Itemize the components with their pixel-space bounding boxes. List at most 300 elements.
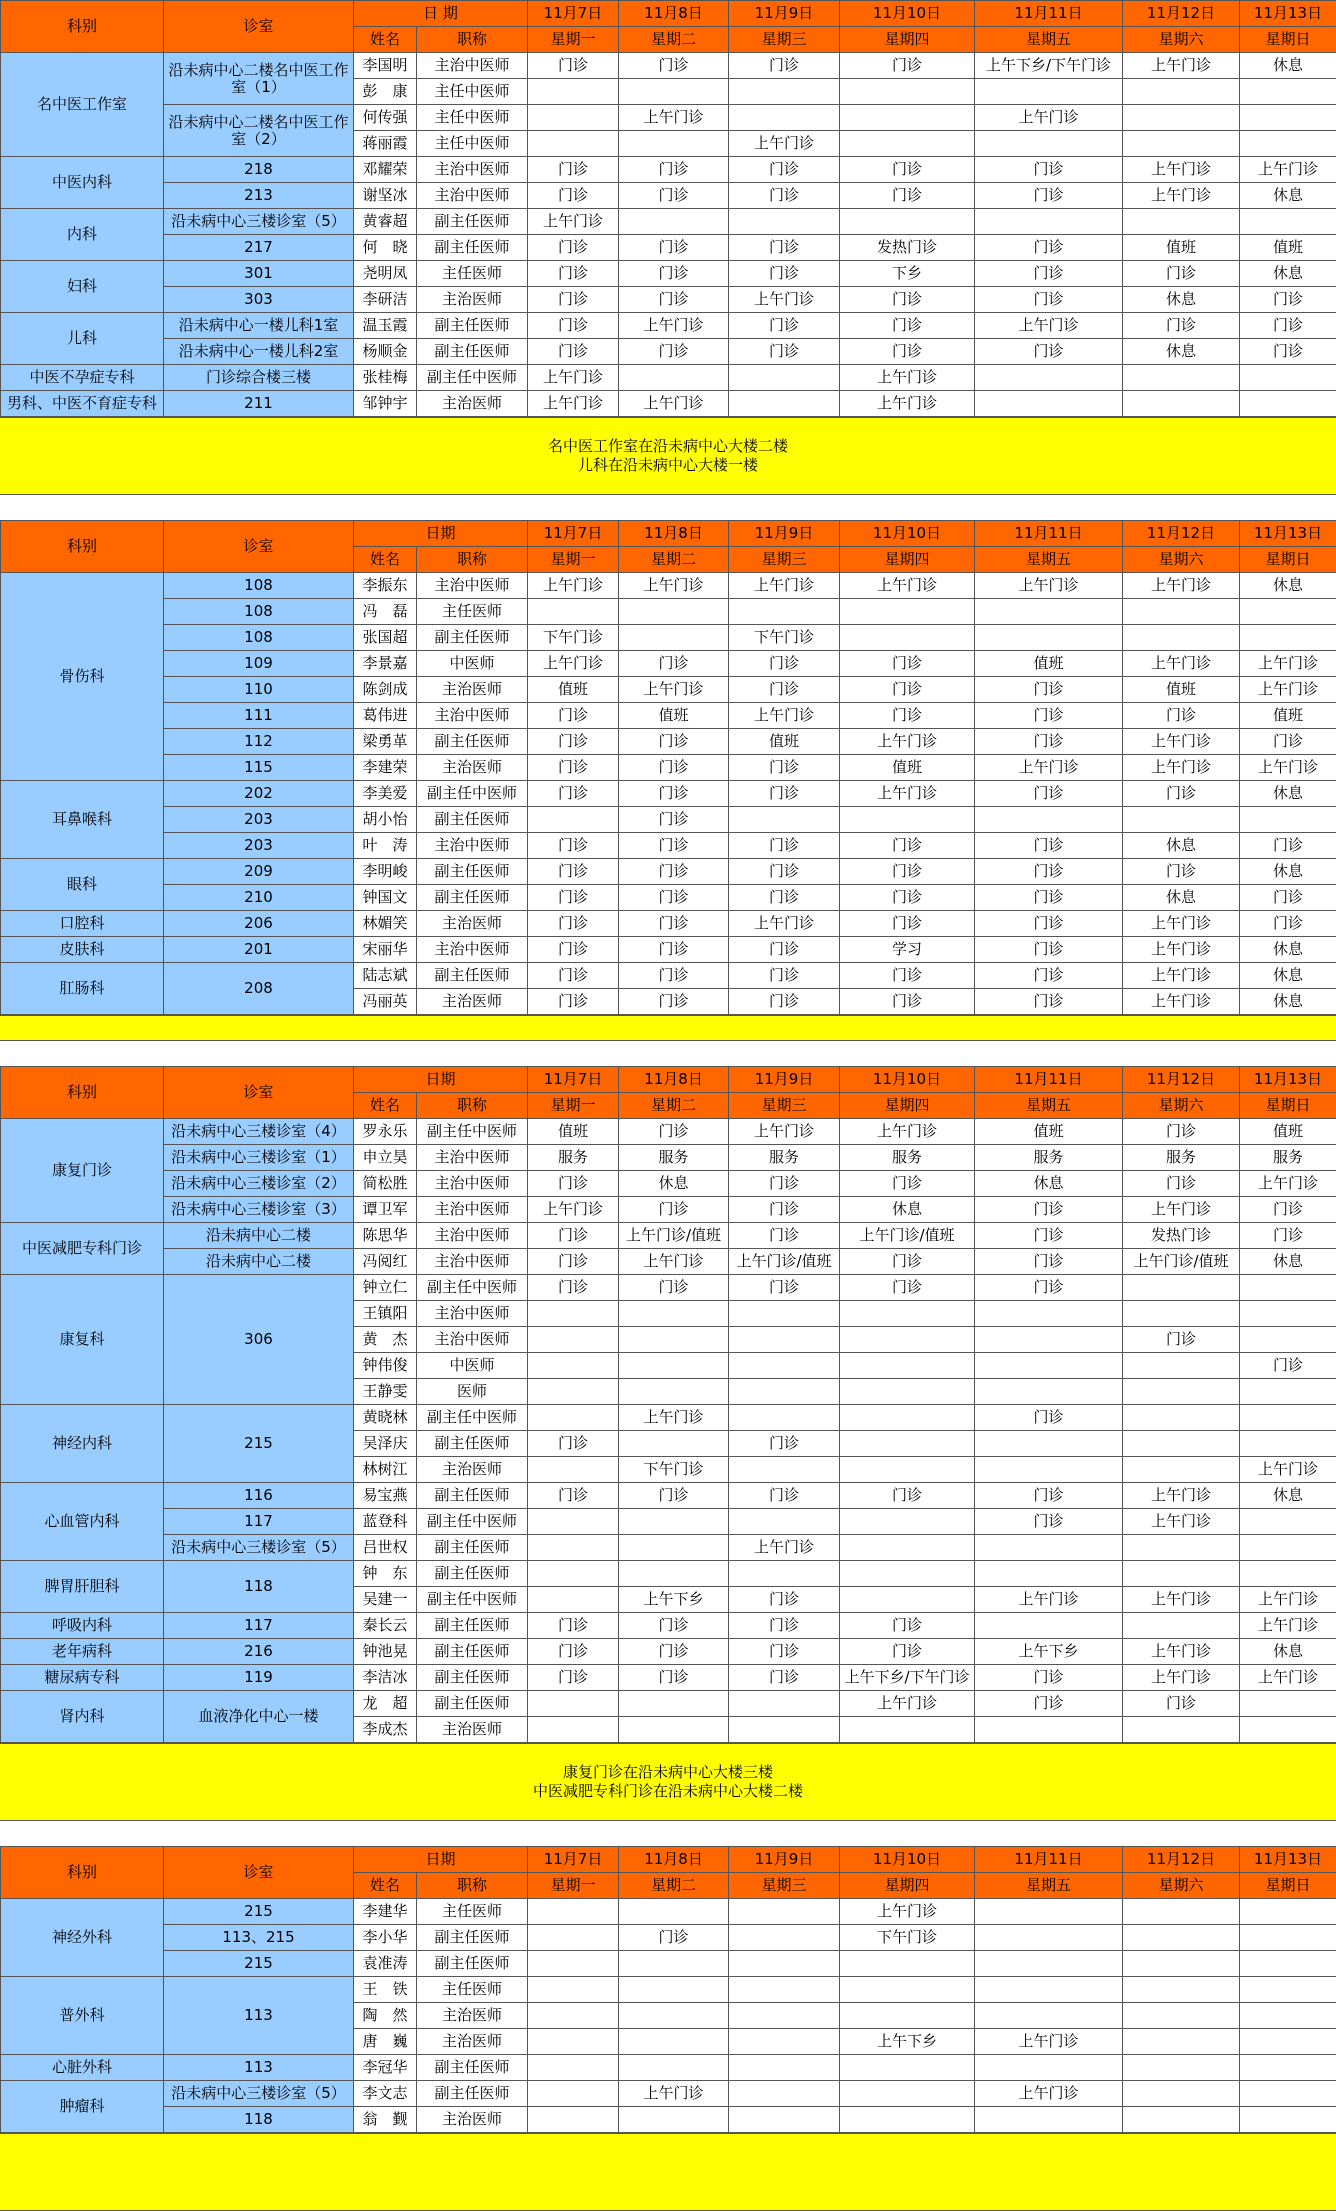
schedule-cell: 门诊: [528, 1431, 619, 1457]
doctor-title: 主任中医师: [417, 105, 528, 131]
schedule-cell: 门诊: [619, 53, 729, 79]
schedule-cell: 门诊: [1123, 313, 1240, 339]
schedule-cell: [975, 1327, 1123, 1353]
schedule-cell: 门诊: [729, 313, 840, 339]
doctor-name: 陆志斌: [354, 963, 417, 989]
schedule-cell: 上午门诊: [840, 1691, 975, 1717]
table-row: [1, 729, 1336, 755]
department-cell: 脾胃肝胆科: [1, 1561, 164, 1613]
table-row: [1, 313, 1336, 339]
schedule-cell: [975, 1379, 1123, 1405]
doctor-name: 何传强: [354, 105, 417, 131]
doctor-title: 主治中医师: [417, 833, 528, 859]
schedule-cell: [975, 391, 1123, 417]
room-cell: 202: [164, 781, 354, 807]
schedule-cell: 门诊: [840, 157, 975, 183]
schedule-cell: [1123, 1353, 1240, 1379]
schedule-cell: 门诊: [975, 729, 1123, 755]
schedule-cell: 值班: [840, 755, 975, 781]
schedule-cell: 门诊: [975, 287, 1123, 313]
schedule-cell: [1240, 1509, 1336, 1535]
doctor-title: 主治医师: [417, 755, 528, 781]
doctor-name: 王静雯: [354, 1379, 417, 1405]
header-weekday-cell: 星期日: [1240, 27, 1336, 53]
schedule-cell: 门诊: [975, 885, 1123, 911]
doctor-name: 李文志: [354, 2081, 417, 2107]
department-cell: 耳鼻喉科: [1, 781, 164, 859]
schedule-cell: 门诊: [975, 339, 1123, 365]
schedule-cell: 上午门诊: [619, 573, 729, 599]
header-name: 姓名: [354, 27, 417, 53]
schedule-cell: [840, 1951, 975, 1977]
schedule-cell: 上午门诊: [729, 911, 840, 937]
doctor-name: 陈思华: [354, 1223, 417, 1249]
table-row: [1, 1613, 1336, 1639]
schedule-cell: 门诊: [840, 703, 975, 729]
doctor-title: 副主任中医师: [417, 1509, 528, 1535]
header-weekday-cell: 星期一: [528, 547, 619, 573]
notice-banner: [0, 1743, 1336, 1821]
schedule-cell: 休息: [1240, 261, 1336, 287]
header-room: 诊室: [164, 1067, 354, 1119]
room-cell: 117: [164, 1509, 354, 1535]
schedule-table: [0, 0, 1336, 417]
doctor-title: 副主任医师: [417, 1639, 528, 1665]
doctor-title: 主任医师: [417, 1899, 528, 1925]
schedule-cell: [619, 1379, 729, 1405]
department-cell: 心脏外科: [1, 2055, 164, 2081]
schedule-cell: 上午门诊: [619, 391, 729, 417]
schedule-table: [0, 1846, 1336, 2133]
schedule-cell: [729, 1717, 840, 1743]
doctor-name: 秦长云: [354, 1613, 417, 1639]
doctor-name: 冯阅红: [354, 1249, 417, 1275]
schedule-cell: 门诊: [975, 677, 1123, 703]
department-cell: 老年病科: [1, 1639, 164, 1665]
schedule-cell: [619, 1327, 729, 1353]
schedule-cell: 门诊: [619, 963, 729, 989]
room-cell: 209: [164, 859, 354, 885]
schedule-cell: [729, 1405, 840, 1431]
table-row: [1, 963, 1336, 989]
schedule-cell: 上午门诊: [1123, 53, 1240, 79]
doctor-name: 陈剑成: [354, 677, 417, 703]
schedule-cell: 门诊: [528, 1171, 619, 1197]
doctor-title: 主治医师: [417, 989, 528, 1015]
schedule-cell: 门诊: [619, 235, 729, 261]
schedule-cell: [528, 1379, 619, 1405]
department-cell: 糖尿病专科: [1, 1665, 164, 1691]
doctor-title: 主治医师: [417, 2029, 528, 2055]
header-date-cell: 11月8日: [619, 1067, 729, 1093]
room-cell: 108: [164, 625, 354, 651]
schedule-cell: [975, 1353, 1123, 1379]
schedule-cell: 休息: [1240, 989, 1336, 1015]
doctor-title: 主治中医师: [417, 937, 528, 963]
schedule-cell: [619, 599, 729, 625]
room-cell: 303: [164, 287, 354, 313]
schedule-cell: [975, 1951, 1123, 1977]
schedule-cell: 上午门诊: [619, 1405, 729, 1431]
schedule-cell: [528, 1457, 619, 1483]
table-row: [1, 287, 1336, 313]
table-row: [1, 1171, 1336, 1197]
schedule-cell: [1240, 209, 1336, 235]
header-room: 诊室: [164, 1, 354, 53]
room-cell: 沿未病中心三楼诊室（1）: [164, 1145, 354, 1171]
header-weekday-cell: 星期日: [1240, 1873, 1336, 1899]
schedule-cell: 上午门诊: [1240, 1665, 1336, 1691]
schedule-cell: 门诊: [729, 1275, 840, 1301]
schedule-cell: 门诊: [729, 651, 840, 677]
schedule-cell: 门诊: [619, 1925, 729, 1951]
schedule-cell: 上午门诊: [528, 1197, 619, 1223]
table-row: [1, 1665, 1336, 1691]
schedule-cell: 值班: [528, 1119, 619, 1145]
header-weekday-cell: 星期二: [619, 27, 729, 53]
schedule-cell: [975, 1717, 1123, 1743]
schedule-cell: 门诊: [729, 53, 840, 79]
schedule-cell: 上午门诊: [1123, 963, 1240, 989]
doctor-name: 袁准涛: [354, 1951, 417, 1977]
schedule-cell: 门诊: [619, 1613, 729, 1639]
schedule-cell: 门诊: [840, 911, 975, 937]
schedule-cell: [840, 2003, 975, 2029]
header-weekday-cell: 星期一: [528, 1873, 619, 1899]
table-row: [1, 859, 1336, 885]
notice-line: 康复门诊在沿未病中心大楼三楼: [562, 1763, 773, 1781]
schedule-cell: [1123, 79, 1240, 105]
schedule-cell: 门诊: [528, 1613, 619, 1639]
table-row: [1, 651, 1336, 677]
schedule-cell: [1123, 807, 1240, 833]
schedule-cell: 上午门诊: [1123, 1509, 1240, 1535]
doctor-name: 吕世权: [354, 1535, 417, 1561]
schedule-cell: [1123, 1405, 1240, 1431]
schedule-cell: 上午门诊/值班: [1123, 1249, 1240, 1275]
header-date-cell: 11月11日: [975, 521, 1123, 547]
schedule-cell: 门诊: [729, 989, 840, 1015]
schedule-cell: 门诊: [975, 1483, 1123, 1509]
room-cell: 108: [164, 599, 354, 625]
header-date-cell: 11月10日: [840, 1, 975, 27]
schedule-cell: 门诊: [729, 781, 840, 807]
doctor-title: 副主任医师: [417, 885, 528, 911]
schedule-cell: 门诊: [619, 781, 729, 807]
doctor-name: 蓝登科: [354, 1509, 417, 1535]
schedule-cell: [975, 1899, 1123, 1925]
doctor-name: 冯丽英: [354, 989, 417, 1015]
schedule-cell: [1240, 1379, 1336, 1405]
schedule-cell: [1240, 2003, 1336, 2029]
department-cell: 肛肠科: [1, 963, 164, 1015]
schedule-cell: 上午门诊: [840, 391, 975, 417]
schedule-cell: 上午下乡/下午门诊: [840, 1665, 975, 1691]
schedule-cell: 门诊: [729, 1431, 840, 1457]
header-date-cell: 11月10日: [840, 1067, 975, 1093]
header-date-cell: 11月8日: [619, 1847, 729, 1873]
schedule-cell: 上午门诊: [975, 573, 1123, 599]
doctor-name: 彭 康: [354, 79, 417, 105]
schedule-cell: 上午门诊: [840, 1899, 975, 1925]
schedule-cell: 上午门诊: [528, 651, 619, 677]
schedule-cell: 门诊: [975, 1197, 1123, 1223]
schedule-cell: [619, 1509, 729, 1535]
schedule-cell: 值班: [1240, 703, 1336, 729]
schedule-cell: 上午门诊: [1240, 1457, 1336, 1483]
schedule-cell: 门诊: [528, 755, 619, 781]
schedule-cell: 门诊: [1123, 1171, 1240, 1197]
header-date-cell: 11月7日: [528, 1067, 619, 1093]
schedule-cell: [975, 79, 1123, 105]
schedule-cell: 下午门诊: [729, 625, 840, 651]
table-row: [1, 1899, 1336, 1925]
schedule-cell: [619, 1951, 729, 1977]
header-date-cell: 11月7日: [528, 1, 619, 27]
table-row: [1, 1145, 1336, 1171]
table-row: [1, 235, 1336, 261]
schedule-cell: [1240, 1899, 1336, 1925]
header-title: 职称: [417, 547, 528, 573]
doctor-title: 主治中医师: [417, 157, 528, 183]
schedule-cell: 上午门诊: [1123, 989, 1240, 1015]
table-row: [1, 573, 1336, 599]
schedule-cell: 门诊: [975, 989, 1123, 1015]
schedule-cell: 门诊: [619, 755, 729, 781]
schedule-cell: [1123, 1951, 1240, 1977]
schedule-cell: 门诊: [729, 235, 840, 261]
schedule-cell: [619, 1899, 729, 1925]
department-cell: 中医内科: [1, 157, 164, 209]
department-cell: 肿瘤科: [1, 2081, 164, 2133]
section-gap: [0, 1041, 1336, 1066]
schedule-cell: 门诊: [528, 313, 619, 339]
schedule-cell: 下乡: [840, 261, 975, 287]
schedule-cell: 门诊: [840, 339, 975, 365]
header-weekday-cell: 星期三: [729, 1873, 840, 1899]
room-cell: 210: [164, 885, 354, 911]
schedule-cell: 服务: [619, 1145, 729, 1171]
schedule-cell: 上午门诊: [619, 313, 729, 339]
schedule-cell: 门诊: [975, 963, 1123, 989]
schedule-cell: 上午门诊: [1123, 1639, 1240, 1665]
schedule-cell: 下午门诊: [840, 1925, 975, 1951]
doctor-title: 副主任医师: [417, 2055, 528, 2081]
room-cell: 113: [164, 2055, 354, 2081]
schedule-cell: 门诊: [1240, 313, 1336, 339]
doctor-title: 主治医师: [417, 2107, 528, 2133]
schedule-cell: 休息: [1240, 183, 1336, 209]
schedule-cell: 门诊: [528, 989, 619, 1015]
doctor-name: 李美爱: [354, 781, 417, 807]
schedule-cell: 门诊: [840, 1171, 975, 1197]
header-weekday-cell: 星期四: [840, 1873, 975, 1899]
header-room: 诊室: [164, 1847, 354, 1899]
schedule-cell: 上午门诊/值班: [729, 1249, 840, 1275]
header-name: 姓名: [354, 1093, 417, 1119]
doctor-title: 副主任医师: [417, 313, 528, 339]
schedule-cell: 值班: [1123, 235, 1240, 261]
schedule-cell: 门诊: [619, 1639, 729, 1665]
section-gap: [0, 1821, 1336, 1846]
schedule-cell: 门诊: [975, 261, 1123, 287]
table-row: [1, 1249, 1336, 1275]
schedule-cell: [840, 1535, 975, 1561]
schedule-cell: 休息: [1123, 287, 1240, 313]
schedule-cell: [528, 105, 619, 131]
doctor-title: 副主任医师: [417, 807, 528, 833]
room-cell: 沿未病中心二楼名中医工作室（1）: [164, 53, 354, 105]
schedule-cell: [1123, 1457, 1240, 1483]
table-row: [1, 2107, 1336, 2133]
schedule-cell: [729, 2107, 840, 2133]
schedule-cell: 门诊: [840, 1639, 975, 1665]
schedule-cell: [1123, 2055, 1240, 2081]
schedule-cell: 门诊: [975, 833, 1123, 859]
header-date: 日期: [354, 521, 528, 547]
doctor-name: 李研洁: [354, 287, 417, 313]
room-cell: 215: [164, 1405, 354, 1483]
room-cell: 201: [164, 937, 354, 963]
schedule-cell: 门诊: [975, 183, 1123, 209]
schedule-cell: 门诊: [975, 1275, 1123, 1301]
schedule-cell: [619, 2055, 729, 2081]
schedule-cell: 门诊: [528, 1249, 619, 1275]
schedule-cell: 服务: [528, 1145, 619, 1171]
doctor-name: 蒋丽霞: [354, 131, 417, 157]
schedule-cell: [729, 1899, 840, 1925]
schedule-cell: [528, 1587, 619, 1613]
notice-banner: [0, 1015, 1336, 1041]
schedule-cell: 上午门诊: [528, 365, 619, 391]
header-dept: 科别: [1, 1067, 164, 1119]
doctor-name: 申立昊: [354, 1145, 417, 1171]
schedule-cell: 门诊: [619, 339, 729, 365]
doctor-name: 冯 磊: [354, 599, 417, 625]
room-cell: 206: [164, 911, 354, 937]
schedule-cell: [528, 2003, 619, 2029]
schedule-cell: 值班: [1123, 677, 1240, 703]
header-date-cell: 11月9日: [729, 1847, 840, 1873]
header-date-cell: 11月10日: [840, 521, 975, 547]
schedule-cell: 门诊: [840, 313, 975, 339]
schedule-cell: 下午门诊: [619, 1457, 729, 1483]
schedule-cell: 上午门诊: [1240, 651, 1336, 677]
schedule-cell: 服务: [1240, 1145, 1336, 1171]
doctor-name: 简松胜: [354, 1171, 417, 1197]
schedule-cell: [729, 2029, 840, 2055]
schedule-cell: 门诊: [840, 651, 975, 677]
schedule-cell: [1123, 209, 1240, 235]
schedule-cell: [975, 365, 1123, 391]
schedule-cell: [840, 2081, 975, 2107]
schedule-cell: 门诊: [1123, 261, 1240, 287]
schedule-cell: [1240, 1717, 1336, 1743]
schedule-cell: 门诊: [528, 937, 619, 963]
doctor-title: 副主任医师: [417, 1535, 528, 1561]
doctor-title: 主治中医师: [417, 183, 528, 209]
schedule-cell: 门诊: [975, 911, 1123, 937]
doctor-name: 李明峻: [354, 859, 417, 885]
schedule-cell: 休息: [1240, 1483, 1336, 1509]
schedule-cell: [528, 599, 619, 625]
doctor-title: 主任医师: [417, 1977, 528, 2003]
schedule-cell: [1240, 1275, 1336, 1301]
header-weekday-cell: 星期一: [528, 1093, 619, 1119]
schedule-cell: [1240, 2055, 1336, 2081]
header-weekday-cell: 星期三: [729, 547, 840, 573]
schedule-cell: 门诊: [619, 1119, 729, 1145]
header-date-cell: 11月7日: [528, 1847, 619, 1873]
schedule-cell: 门诊: [975, 1665, 1123, 1691]
header-name: 姓名: [354, 1873, 417, 1899]
schedule-cell: 门诊: [1123, 703, 1240, 729]
schedule-cell: 门诊: [840, 677, 975, 703]
doctor-name: 梁勇革: [354, 729, 417, 755]
room-cell: 门诊综合楼三楼: [164, 365, 354, 391]
department-cell: 中医不孕症专科: [1, 365, 164, 391]
doctor-title: 副主任医师: [417, 1483, 528, 1509]
schedule-cell: 上午门诊: [1123, 1587, 1240, 1613]
header-weekday-cell: 星期五: [975, 27, 1123, 53]
doctor-title: 主任中医师: [417, 131, 528, 157]
schedule-cell: 门诊: [729, 1223, 840, 1249]
doctor-name: 葛伟进: [354, 703, 417, 729]
doctor-title: 主治中医师: [417, 1197, 528, 1223]
schedule-cell: 休息: [1240, 53, 1336, 79]
schedule-cell: 上午门诊: [619, 105, 729, 131]
schedule-table: [0, 520, 1336, 1015]
schedule-cell: [1123, 1925, 1240, 1951]
schedule-cell: 门诊: [528, 833, 619, 859]
doctor-name: 龙 超: [354, 1691, 417, 1717]
header-weekday-cell: 星期一: [528, 27, 619, 53]
schedule-cell: 门诊: [1240, 911, 1336, 937]
schedule-cell: 上午门诊: [619, 2081, 729, 2107]
schedule-cell: 门诊: [840, 963, 975, 989]
schedule-cell: 门诊: [729, 157, 840, 183]
doctor-name: 易宝燕: [354, 1483, 417, 1509]
schedule-cell: [528, 2107, 619, 2133]
schedule-cell: [528, 79, 619, 105]
doctor-name: 谢坚冰: [354, 183, 417, 209]
schedule-cell: 门诊: [528, 339, 619, 365]
schedule-cell: [729, 209, 840, 235]
doctor-title: 主治中医师: [417, 1249, 528, 1275]
doctor-title: 副主任医师: [417, 235, 528, 261]
schedule-cell: 上午门诊/值班: [619, 1223, 729, 1249]
header-date-cell: 11月12日: [1123, 1067, 1240, 1093]
header-date: 日期: [354, 1847, 528, 1873]
doctor-title: 副主任医师: [417, 1925, 528, 1951]
schedule-cell: [975, 1431, 1123, 1457]
header-weekday-cell: 星期日: [1240, 547, 1336, 573]
schedule-cell: 门诊: [528, 235, 619, 261]
room-cell: 113: [164, 1977, 354, 2055]
schedule-cell: 门诊: [975, 1509, 1123, 1535]
schedule-cell: [1240, 1405, 1336, 1431]
schedule-cell: [840, 1379, 975, 1405]
table-row: [1, 2055, 1336, 2081]
schedule-cell: 门诊: [729, 261, 840, 287]
doctor-name: 邹钟宇: [354, 391, 417, 417]
room-cell: 117: [164, 1613, 354, 1639]
doctor-title: 主治医师: [417, 1457, 528, 1483]
doctor-name: 尧明凤: [354, 261, 417, 287]
room-cell: 112: [164, 729, 354, 755]
schedule-cell: [729, 79, 840, 105]
schedule-cell: 休息: [1123, 885, 1240, 911]
